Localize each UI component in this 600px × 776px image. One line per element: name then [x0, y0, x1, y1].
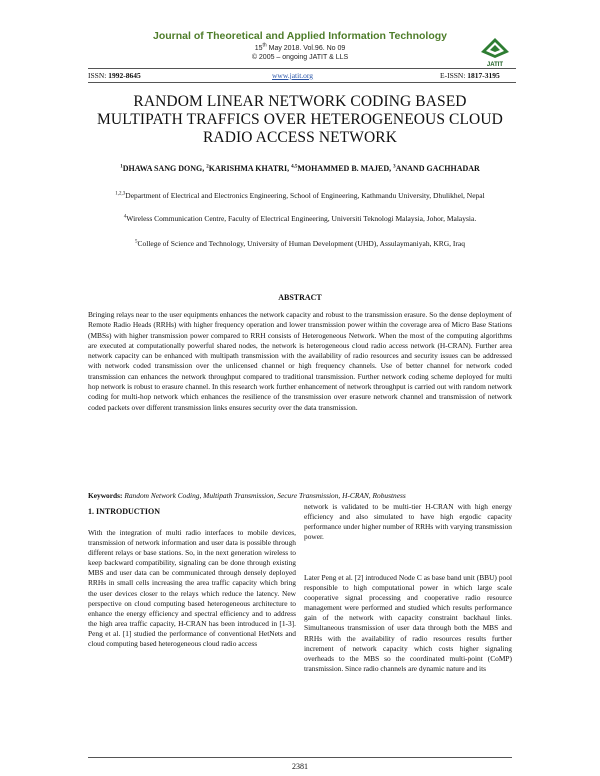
author: $^1$DHAWA SANG DONG, [120, 164, 207, 173]
right-column-para-2: Later Peng et al. [2] introduced Node C as base band unit (BBU) pool responsible to high computational power in which large scale cooperative signal processing and cooperative radio resource management were performed and studied which results performance gain of the network with capacity constraint backhaul links. Simultaneous transmission of user data through both the MBS and RRHs with the availability of radio resources results further increment of network capacity which costs higher signaling overheads to the MBS so the coordinated multi-point (CoMP) transmission. Since radio channels are dynamic nature and its [304, 573, 512, 673]
header-rule-bottom [88, 82, 516, 83]
affiliation: $^5$College of Science and Technology, University of Human Development (UHD), Assulaymaniyah, KRG, Iraq [134, 239, 466, 248]
author: $^3$ANAND GACHHADAR [393, 164, 480, 173]
journal-url[interactable]: www.jatit.org [272, 71, 314, 80]
logo-text: JATIT [486, 62, 504, 68]
left-column-text: With the integration of multi radio interfaces to mobile devices, transmission of network information and user data is possible through different relays or base stations. So, in the next generation wireless to keep backward compatibility, signaling can be done through existing MBS and user data can be communicated through densely deployed RRHs in small cells increasing the area traffic capacity which bring the user devices closer to the relays which reduce the latency. New perspective on cloud computing based heterogeneous architecture to enhance the energy efficiency and spectral efficiency and to address the high area traffic capacity, H-CRAN has been introduced in [1-3]. Peng et al. [1] studied the performance of conventional HetNets and cloud computing based heterogeneous cloud radio access [88, 528, 296, 649]
author: $^2$KARISHMA KHATRI, [206, 164, 292, 173]
affiliation: $^{1,2,3}$Department of Electrical and Electronics Engineering, School of Engineering, Kathmandu University, Dhulikhel, Nepal [115, 191, 485, 200]
keywords: Keywords: Random Network Coding, Multipath Transmission, Secure Transmission, H-CRAN, Robustness [88, 491, 406, 500]
abstract-heading: ABSTRACT [278, 293, 322, 302]
header-rule-top [88, 68, 516, 69]
paper-title: RANDOM LINEAR NETWORK CODING BASED MULTIPATH TRAFFICS OVER HETEROGENEOUS CLOUD RADIO ACCESS NETWORK [97, 93, 503, 146]
copyright: © 2005 – ongoing JATIT & LLS [251, 54, 349, 61]
author-list [100, 163, 500, 175]
issue-date: 15th May 2018. Vol.96. No 09 [254, 42, 346, 52]
journal-name: Journal of Theoretical and Applied Information Technology [152, 30, 447, 42]
abstract-text: Bringing relays near to the user equipments enhances the network capacity and robust to the transmission erasure. So the dense deployment of Remote Radio Heads (RRHs) with higher frequency operation and lower transmission power within the coverage area of Micro Base Stations (MBSs) with higher transmission power compared to RRH consists of Heterogeneous Network. When the most of the computing algorithms are executed at computationally powerful shared nodes, the network is heterogeneous cloud radio access network (H-CRAN). Further area network capacity can be enhanced with multipath transmission with the availability of radio resources and security issues can be addressed with network coded transmission over the unlicensed channel or high frequency channels. Use of better channel for network coded transmission can enhances the network throughput compared to traditional transmission. Further network coding scheme deployed for multi hop network is robust to erasure channel. In this research work further enhancement of network throughput is carried out with random network coding for multi-hop network which enhances the resilience of the transmission over erasure network channel and transmission of network coded packets over different transmission links ensures security over the data transmission. [88, 310, 512, 412]
right-column-para-1: network is validated to be multi-tier H-CRAN with high energy efficiency and also simulated to have high ergodic capacity performance under higher number of RRHs with varying transmission power. [304, 502, 512, 542]
footer-rule [88, 757, 512, 758]
section-heading: 1. INTRODUCTION [88, 507, 161, 516]
author: $^{4,5}$MOHAMMED B. MAJED, [291, 164, 394, 173]
eissn: E-ISSN: 1817-3195 [440, 71, 500, 80]
page-number: 2381 [292, 762, 308, 771]
issn: ISSN: 1992-8645 [88, 71, 141, 80]
affiliation: $^4$Wireless Communication Centre, Faculty of Electrical Engineering, Universiti Teknologi Malaysia, Johor, Malaysia. [123, 214, 477, 223]
jatit-logo [478, 36, 512, 68]
